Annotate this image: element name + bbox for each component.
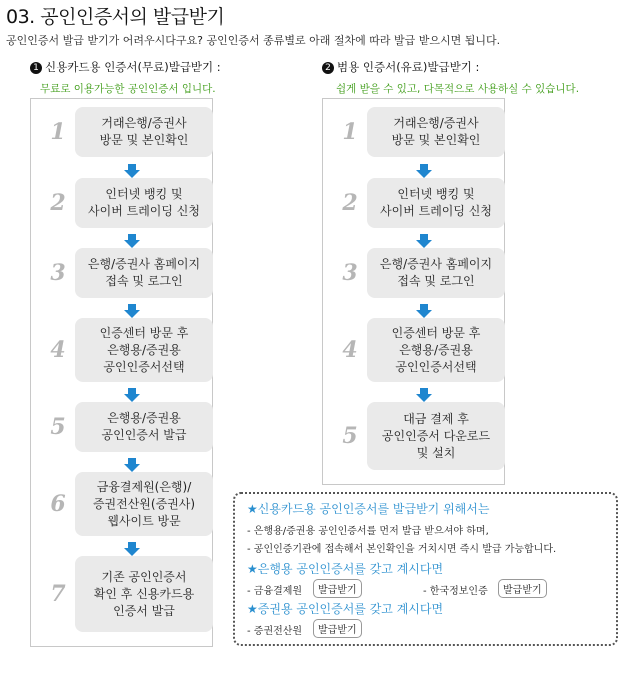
step-number: 5: [50, 414, 66, 440]
step-box: 은행/증권사 홈페이지 접속 및 로그인: [75, 248, 213, 298]
notice-line: - 공인인증기관에 접속해서 본인확인을 거치시면 즉시 발급 가능합니다.: [247, 544, 557, 555]
right-heading: [322, 59, 479, 75]
step-item: [333, 402, 505, 470]
step-number: 1: [50, 119, 66, 145]
step-item: [333, 318, 505, 382]
notice-heading-card: ★신용카드용 공인인증서를 발급받기 위해서는: [247, 502, 490, 516]
step-number: 6: [50, 491, 66, 517]
step-number: 2: [342, 190, 358, 216]
step-number: 3: [342, 260, 358, 286]
step-number: 4: [50, 337, 66, 363]
step-box: 은행/증권사 홈페이지 접속 및 로그인: [367, 248, 505, 298]
koscom-issue-button[interactable]: 발급받기: [313, 619, 362, 638]
arrow-down-icon: [416, 394, 432, 402]
step-item: [41, 556, 213, 632]
step-box: 대금 결제 후 공인인증서 다운로드 및 설치: [367, 402, 505, 470]
arrow-down-icon: [124, 240, 140, 248]
kica-label: - 한국정보인증: [423, 586, 488, 597]
arrow-down-icon: [124, 548, 140, 556]
step-number: 3: [50, 260, 66, 286]
step-box: 인터넷 뱅킹 및 사이버 트레이딩 신청: [75, 178, 213, 228]
page-title: 03. 공인인증서의 발급받기: [6, 6, 225, 28]
step-box: 금융결제원(은행)/ 증권전산원(증권사) 웹사이트 방문: [75, 472, 213, 536]
step-item: [41, 248, 213, 298]
step-box: 인증센터 방문 후 은행용/증권용 공인인증서선택: [367, 318, 505, 382]
kftc-issue-button[interactable]: 발급받기: [313, 579, 362, 598]
arrow-down-icon: [416, 240, 432, 248]
step-box: 거래은행/증권사 방문 및 본인확인: [367, 107, 505, 157]
right-heading-text: 범용 인증서(유료)발급받기 :: [337, 60, 480, 74]
notice-heading-securities: ★증권용 공인인증서를 갖고 계시다면: [247, 602, 444, 616]
intro-text: 공인인증서 발급 받기가 어려우시다구요? 공인인증서 종류별로 아래 절차에 따라 발급 받으시면 됩니다.: [6, 34, 501, 47]
arrow-down-icon: [124, 464, 140, 472]
arrow-down-icon: [124, 394, 140, 402]
kica-issue-button[interactable]: 발급받기: [498, 579, 547, 598]
left-heading: [30, 59, 221, 75]
step-box: 인터넷 뱅킹 및 사이버 트레이딩 신청: [367, 178, 505, 228]
kftc-label: - 금융결제원: [247, 586, 303, 597]
number-badge-icon: 1: [30, 62, 42, 74]
step-number: 2: [50, 190, 66, 216]
step-box: 은행용/증권용 공인인증서 발급: [75, 402, 213, 452]
step-number: 4: [342, 337, 358, 363]
step-item: [41, 318, 213, 382]
notice-line: - 은행용/증권용 공인인증서를 먼저 발급 받으셔야 하며,: [247, 526, 489, 537]
notice-heading-bank: ★은행용 공인인증서를 갖고 계시다면: [247, 562, 444, 576]
step-item: [333, 107, 505, 157]
left-step-panel: [30, 98, 213, 647]
arrow-down-icon: [124, 170, 140, 178]
step-item: [41, 178, 213, 228]
step-box: 인증센터 방문 후 은행용/증권용 공인인증서선택: [75, 318, 213, 382]
step-item: [333, 248, 505, 298]
step-number: 1: [342, 119, 358, 145]
step-box: 기존 공인인증서 확인 후 신용카드용 인증서 발급: [75, 556, 213, 632]
step-item: [41, 107, 213, 157]
step-item: [41, 402, 213, 452]
arrow-down-icon: [416, 310, 432, 318]
step-box: 거래은행/증권사 방문 및 본인확인: [75, 107, 213, 157]
arrow-down-icon: [124, 310, 140, 318]
step-number: 5: [342, 423, 358, 449]
notice-box: [233, 492, 618, 646]
number-badge-icon: 2: [322, 62, 334, 74]
step-item: [41, 472, 213, 536]
right-subtitle: 쉽게 받을 수 있고, 다목적으로 사용하실 수 있습니다.: [336, 83, 580, 95]
left-heading-text: 신용카드용 인증서(무료)발급받기 :: [45, 60, 221, 74]
left-subtitle: 무료로 이용가능한 공인인증서 입니다.: [40, 83, 216, 95]
step-item: [333, 178, 505, 228]
arrow-down-icon: [416, 170, 432, 178]
right-step-panel: [322, 98, 505, 485]
step-number: 7: [50, 581, 66, 607]
koscom-label: - 증권전산원: [247, 626, 303, 637]
